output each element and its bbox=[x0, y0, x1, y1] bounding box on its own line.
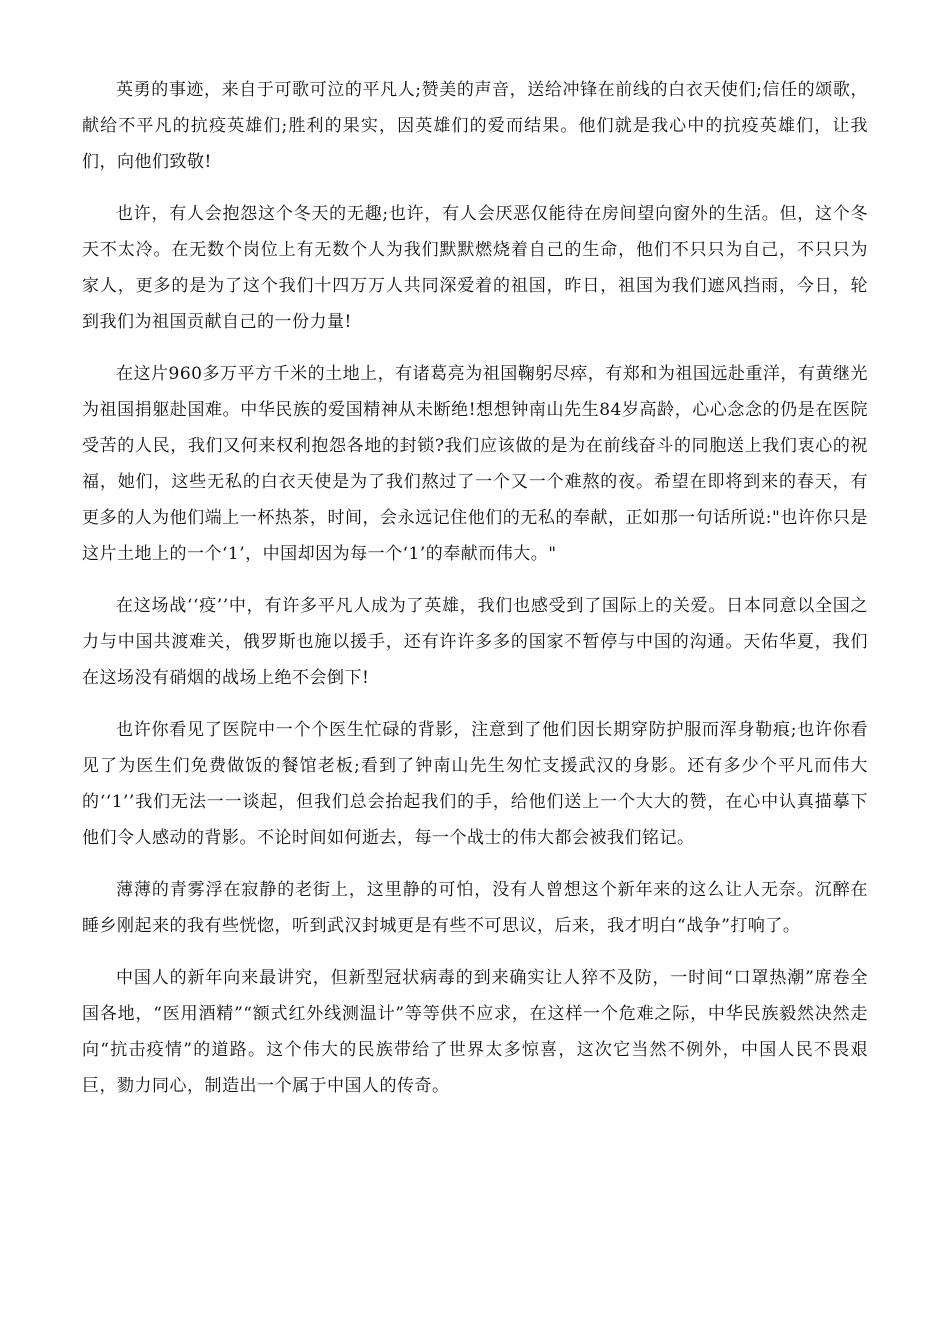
document-page bbox=[82, 72, 868, 1120]
paragraph-2: 也许，有人会抱怨这个冬天的无趣;也许，有人会厌恶仅能待在房间望向窗外的生活。但，这个冬天不太冷。在无数个岗位上有无数个人为我们默默燃烧着自己的生命，他们不只只为自己，不只只为家人，更多的是为了这个我们十四万万人共同深爱着的祖国，昨日，祖国为我们遮风挡雨，今日，轮到我们为祖国贡献自己的一份力量! bbox=[82, 204, 868, 332]
paragraph-4: 在这场战‘‘疫’’中，有许多平凡人成为了英雄，我们也感受到了国际上的关爱。日本同意以全国之力与中国共渡难关，俄罗斯也施以援手，还有许许多多的国家不暂停与中国的沟通。天佑华夏，我们在这场没有硝烟的战场上绝不会倒下! bbox=[82, 596, 868, 688]
paragraph-3: 在这片960多万平方千米的土地上，有诸葛亮为祖国鞠躬尽瘁，有郑和为祖国远赴重洋，有黄继光为祖国捐躯赴国难。中华民族的爱国精神从未断绝!想想钟南山先生84岁高龄，心心念念的仍是在医院受苦的人民，我们又何来权利抱怨各地的封锁?我们应该做的是为在前线奋斗的同胞送上我们衷心的祝福，她们，这些无私的白衣天使是为了我们熬过了一个又一个难熬的夜。希望在即将到来的春天，有更多的人为他们端上一杯热茶，时间，会永远记住他们的无私的奉献，正如那一句话所说:"也许你只是这片土地上的一个‘1’，中国却因为每一个‘1’的奉献而伟大。" bbox=[82, 364, 868, 564]
paragraph-1: 英勇的事迹，来自于可歌可泣的平凡人;赞美的声音，送给冲锋在前线的白衣天使们;信任的颂歌，献给不平凡的抗疫英雄们;胜利的果实，因英雄们的爱而结果。他们就是我心中的抗疫英雄们，让我们，向他们致敬! bbox=[82, 80, 868, 172]
paragraph-6: 薄薄的青雾浮在寂静的老街上，这里静的可怕，没有人曾想这个新年来的这么让人无奈。沉醉在睡乡刚起来的我有些恍惚，听到武汉封城更是有些不可思议，后来，我才明白“战争”打响了。 bbox=[82, 880, 868, 936]
paragraph-5: 也许你看见了医院中一个个医生忙碌的背影，注意到了他们因长期穿防护服而浑身勒痕;也许你看见了为医生们免费做饭的餐馆老板;看到了钟南山先生匆忙支援武汉的身影。还有多少个平凡而伟大的‘‘1’’我们无法一一谈起，但我们总会抬起我们的手，给他们送上一个大大的赞，在心中认真描摹下他们令人感动的背影。不论时间如何逝去，每一个战士的伟大都会被我们铭记。 bbox=[82, 720, 868, 848]
paragraph-7: 中国人的新年向来最讲究，但新型冠状病毒的到来确实让人猝不及防，一时间“口罩热潮”席卷全国各地，“医用酒精”“额式红外线测温计”等等供不应求，在这样一个危难之际，中华民族毅然决然走向“抗击疫情”的道路。这个伟大的民族带给了世界太多惊喜，这次它当然不例外，中国人民不畏艰巨，勠力同心，制造出一个属于中国人的传奇。 bbox=[82, 968, 868, 1096]
